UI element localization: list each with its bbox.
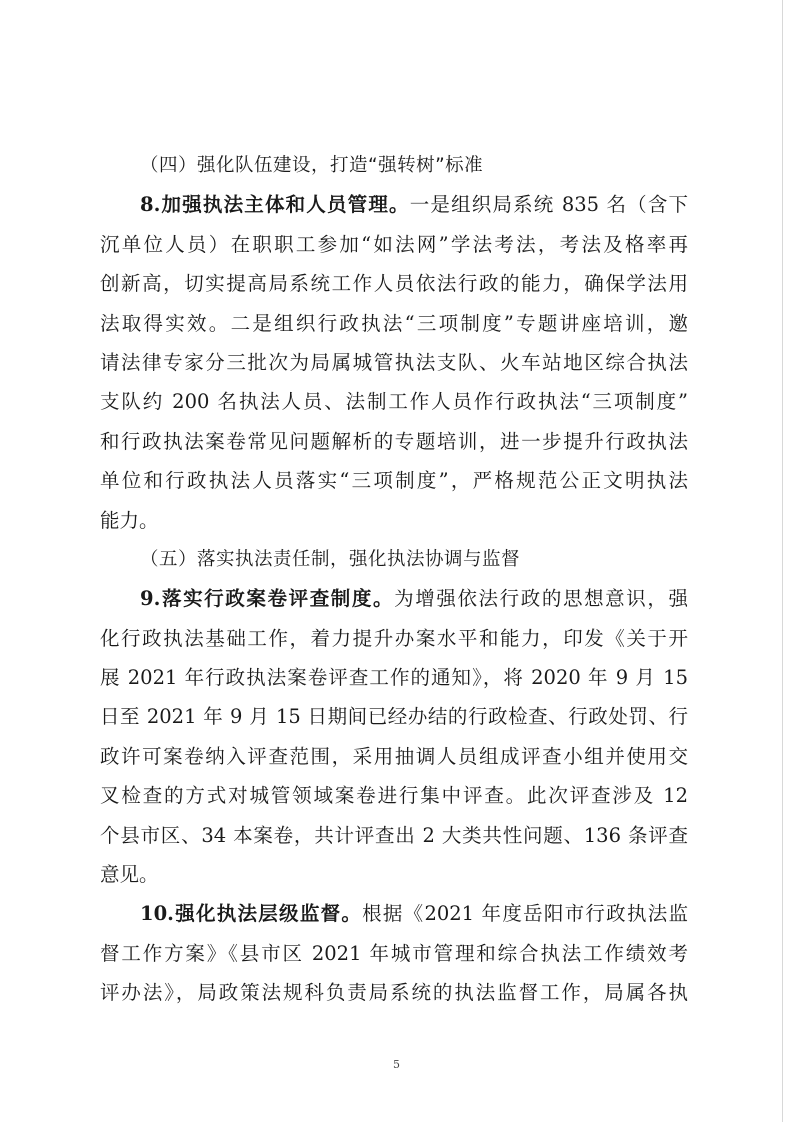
paragraph-line: 单位和行政执法人员落实“三项制度”，严格规范公正文明执法 [100,469,688,493]
document-body [100,146,688,1013]
paragraph-item-10-line-1 [100,894,688,933]
item-8-text: 一是组织局系统 835 名（含下 [409,193,688,217]
paragraph-line: 支队约 200 名执法人员、法制工作人员作行政执法“三项制度” [100,390,688,414]
section-heading-5: （五）落实执法责任制，强化执法协调与监督 [140,548,521,570]
item-9-text: 为增强依法行政的思想意识，强 [394,587,688,611]
paragraph-line: 创新高，切实提高局系统工作人员依法行政的能力，确保学法用 [100,272,688,296]
item-9-title: 9.落实行政案卷评查制度。 [140,587,395,611]
item-10-text: 根据《2021 年度岳阳市行政执法监 [362,902,688,926]
paragraph-line: 政许可案卷纳入评查范围，采用抽调人员组成评查小组并使用交 [100,744,688,768]
paragraph-item-9-line-1 [100,579,688,618]
page-edge-line [782,0,783,1122]
paragraph-line: 叉检查的方式对城管领域案卷进行集中评查。此次评查涉及 12 [100,784,688,808]
item-10-title: 10.强化执法层级监督。 [140,902,363,926]
paragraph-line: 和行政执法案卷常见问题解析的专题培训，进一步提升行政执法 [100,429,688,453]
paragraph-line: 展 2021 年行政执法案卷评查工作的通知》，将 2020 年 9 月 15 [100,666,688,690]
paragraph-line: 请法律专家分三批次为局属城管执法支队、火车站地区综合执法 [100,350,688,374]
paragraph-item-8-line-1 [100,185,688,224]
paragraph-line: 评办法》，局政策法规科负责局系统的执法监督工作，局属各执 [100,981,688,1005]
item-8-title: 8.加强执法主体和人员管理。 [140,193,410,217]
paragraph-line-last: 能力。 [100,508,159,532]
paragraph-line: 个县市区、34 本案卷，共计评查出 2 大类共性问题、136 条评查 [100,823,688,847]
paragraph-line: 沉单位人员）在职职工参加“如法网”学法考法，考法及格率再 [100,232,688,256]
paragraph-line: 法取得实效。二是组织行政执法“三项制度”专题讲座培训，邀 [100,311,688,335]
page-number: 5 [393,1058,400,1071]
section-heading-4: （四）强化队伍建设，打造“强转树”标准 [140,155,484,176]
paragraph-line: 日至 2021 年 9 月 15 日期间已经办结的行政检查、行政处罚、行 [100,705,688,729]
paragraph-line: 化行政执法基础工作，着力提升办案水平和能力，印发《关于开 [100,626,688,650]
paragraph-line: 督工作方案》《县市区 2021 年城市管理和综合执法工作绩效考 [100,941,688,965]
paragraph-line-last: 意见。 [100,863,159,887]
